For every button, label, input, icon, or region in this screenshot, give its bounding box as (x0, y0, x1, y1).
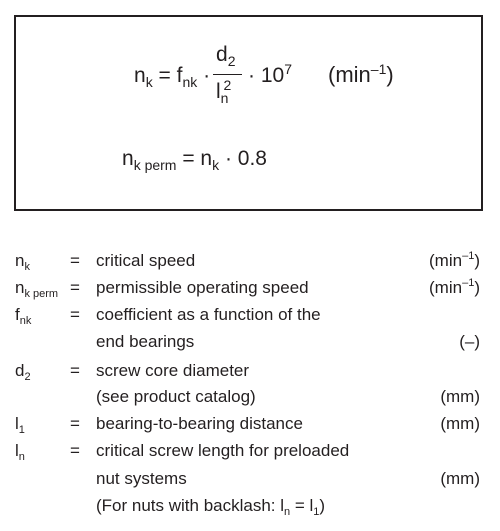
definition-row: $f_{nk}$ = coefficient as a function of the (15, 305, 321, 327)
eq1-unit: $(\min^{-1})$ (328, 61, 394, 87)
fraction-bar (213, 74, 242, 75)
eq1-dot: · (197, 64, 211, 87)
eq1-equals-f: = f (152, 64, 183, 87)
fraction-denominator: $l_n^2$ (216, 77, 232, 106)
eq1-lhs-sub: k (145, 74, 153, 90)
eq1-lhs: n (134, 64, 146, 87)
definition-row: $n_{k perm}$ = permissible operating speed $(\min^{-1})$ (15, 277, 480, 300)
definition-row: $l_1$ = bearing-to-bearing distance (mm) (15, 414, 480, 436)
definition-row: $l_n$ = critical screw length for preloaded (15, 441, 350, 463)
definition-row: end bearings (–) (96, 332, 480, 351)
permissible-speed-equation: $n_{k perm} = n_k \cdot 0.8$ (122, 147, 267, 173)
definition-row: $d_2$ = screw core diameter (15, 361, 250, 383)
eq1-power-term: · $10^7$ (248, 61, 292, 87)
formula-box (14, 15, 483, 211)
eq1-f-sub: nk (182, 74, 198, 90)
backlash-note: (For nuts with backlash: $l_n = l_1$) (96, 496, 326, 518)
definition-row: $n_k$ = critical speed $(\min^{-1})$ (15, 250, 480, 273)
definition-row: nut systems (mm) (96, 469, 480, 488)
definition-row: (see product catalog) (mm) (96, 387, 480, 406)
critical-speed-equation (134, 64, 211, 90)
fraction-numerator: $d_2$ (216, 43, 236, 69)
